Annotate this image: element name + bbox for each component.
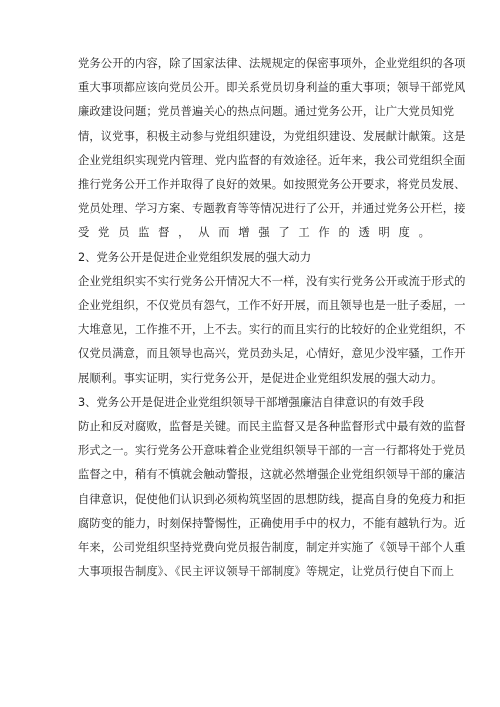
- text-line: 重大事项都应该向党员公开。即关系党员切身利益的重大事项；领导干部党风: [78, 81, 466, 95]
- body-paragraph: [78, 52, 466, 246]
- text-line: 推行党务公开工作并取得了良好的效果。如按照党务公开要求，将党员发展、: [78, 178, 466, 192]
- text-line: 展顺利。事实证明，实行党务公开，是促进企业党组织发展的强大动力。: [78, 371, 443, 385]
- text-line: 腐防变的能力，时刻保持警惕性，正确使用手中的权力，不能有越轨行为。近: [78, 516, 466, 530]
- text-line: 企业党组织，不仅党员有怨气，工作不好开展，而且领导也是一肚子委屈，一: [78, 299, 466, 313]
- body-paragraph: [78, 415, 466, 584]
- text-line: 形式之一。实行党务公开意味着企业党组织领导干部的一言一行都将处于党员: [78, 444, 466, 458]
- text-line: 情，议党事，积极主动参与党组织建设，为党组织建设、发展献计献策。这是: [78, 129, 466, 143]
- document-body: [78, 52, 466, 584]
- text-line: 企业党组织实现党内管理、党内监督的有效途径。近年来，我公司党组织全面: [78, 153, 466, 167]
- text-line: 企业党组织实不实行党务公开情况大不一样，没有实行党务公开或流于形式的: [78, 274, 466, 288]
- text-line: 党务公开的内容，除了国家法律、法规规定的保密事项外，企业党组织的各项: [78, 57, 466, 70]
- text-line: 大堆意见，工作推不开，上不去。实行的而且实行的比较好的企业党组织，不: [78, 323, 466, 337]
- text-line: 年来，公司党组织坚持党费向党员报告制度，制定并实施了《领导干部个人重: [78, 541, 466, 555]
- text-line: 自律意识，促使他们认识到必须构筑坚固的思想防线，提高自身的免疫力和拒: [78, 492, 466, 506]
- text-line: 防止和反对腐败，监督是关键。而民主监督又是各种监督形式中最有效的监督: [78, 420, 466, 434]
- text-line: 廉政建设问题；党员普遍关心的热点问题。通过党务公开，让广大党员知党: [78, 105, 455, 119]
- text-line: 大事项报告制度》、《民主评议领导干部制度》等规定，让党员行使自下而上: [78, 565, 455, 579]
- body-paragraph: [78, 270, 466, 391]
- section-heading: 2、党务公开是促进企业党组织发展的强大动力: [78, 250, 312, 264]
- text-line: 监督之中，稍有不慎就会触动警报，这就必然增强企业党组织领导干部的廉洁: [78, 468, 466, 482]
- section-heading: 3、党务公开是促进企业党组织领导干部增强廉洁自律意识的有效手段: [78, 395, 425, 409]
- text-line: 党员处理、学习方案、专题教育等等情况进行了公开，并通过党务公开栏，接: [78, 202, 466, 216]
- text-line: 受党员监督，从而增强了工作的透明度。: [78, 226, 430, 240]
- text-line: 仅党员满意，而且领导也高兴，党员劲头足，心情好，意见少没牢骚，工作开: [78, 347, 466, 361]
